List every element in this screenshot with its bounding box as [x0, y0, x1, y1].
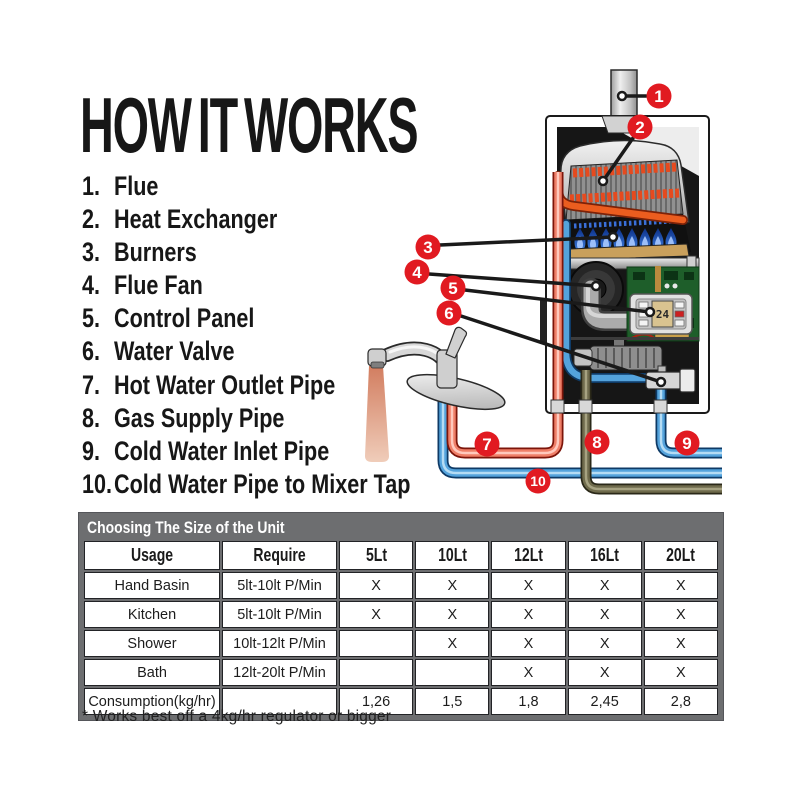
table-cell: X: [568, 659, 642, 686]
svg-text:6: 6: [444, 304, 454, 323]
col-header: 16Lt: [568, 541, 642, 570]
table-cell: Consumption(kg/hr): [84, 688, 220, 715]
table-cell: X: [491, 601, 565, 628]
list-item-number: 9.: [82, 435, 101, 466]
list-item-label: Water Valve: [114, 336, 235, 367]
callout-8: [585, 430, 610, 455]
svg-text:8: 8: [592, 433, 602, 452]
table-row: [84, 572, 718, 599]
callout-4: [405, 260, 430, 285]
table-cell: Kitchen: [84, 601, 220, 628]
callout-6: [437, 301, 462, 326]
callout-5: [441, 276, 466, 301]
col-header: 10Lt: [415, 541, 489, 570]
table-cell: [339, 630, 413, 657]
panel-button: [675, 302, 684, 308]
table-cell: X: [415, 601, 489, 628]
table-cell: X: [644, 659, 718, 686]
list-item-number: 4.: [82, 270, 101, 301]
col-header: 20Lt: [644, 541, 718, 570]
svg-text:1: 1: [654, 87, 664, 106]
table-cell: 1,8: [491, 688, 565, 715]
table-cell: [339, 659, 413, 686]
list-item-number: 1.: [82, 171, 101, 201]
table-cell: X: [491, 572, 565, 599]
table-cell: X: [339, 572, 413, 599]
table-cell: Bath: [84, 659, 220, 686]
list-item-label: Cold Water Pipe to Mixer Tap: [114, 468, 411, 499]
table-cell: Hand Basin: [84, 572, 220, 599]
table-row: [84, 659, 718, 686]
callout-10: [526, 469, 551, 494]
table-cell: X: [644, 601, 718, 628]
header-row: [84, 541, 718, 570]
control-display-value: 24: [655, 308, 670, 321]
svg-text:9: 9: [682, 434, 692, 453]
list-item-label: Cold Water Inlet Pipe: [114, 435, 330, 466]
list-item-label: Flue Fan: [114, 270, 203, 301]
table-cell: 5lt-10lt P/Min: [222, 601, 337, 628]
table-cell: X: [644, 572, 718, 599]
table-row: [84, 630, 718, 657]
table-cell: 10lt-12lt P/Min: [222, 630, 337, 657]
callout-9: [675, 431, 700, 456]
table-cell: X: [644, 630, 718, 657]
table-row: [84, 601, 718, 628]
callout-3: [416, 235, 441, 260]
panel-button: [639, 320, 648, 326]
table-cell: 1,5: [415, 688, 489, 715]
table-cell: X: [568, 630, 642, 657]
col-header: Require: [222, 541, 337, 570]
hot-water-stream: [365, 366, 389, 462]
list-item-label: Heat Exchanger: [114, 204, 278, 235]
list-item-number: 5.: [82, 303, 101, 334]
list-item-label: Gas Supply Pipe: [114, 402, 285, 433]
table-cell: 2,8: [644, 688, 718, 715]
table-cell: X: [568, 601, 642, 628]
size-grid: [82, 539, 720, 717]
list-item-label: Hot Water Outlet Pipe: [114, 369, 336, 400]
svg-text:5: 5: [448, 279, 458, 298]
table-cell: 12lt-20lt P/Min: [222, 659, 337, 686]
list-item-label: Control Panel: [114, 303, 255, 334]
table-cell: [415, 659, 489, 686]
table-cell: X: [415, 572, 489, 599]
tap-aerator: [371, 362, 384, 368]
col-header: 12Lt: [491, 541, 565, 570]
svg-text:10: 10: [530, 473, 546, 489]
tap-handle: [446, 327, 467, 358]
panel-button: [675, 320, 684, 326]
table-cell: 1,26: [339, 688, 413, 715]
svg-text:4: 4: [412, 263, 422, 282]
cabinet-side-knob: [540, 300, 547, 344]
list-item-label: Flue: [114, 171, 159, 201]
table-cell: X: [568, 572, 642, 599]
col-header: 5Lt: [339, 541, 413, 570]
table-caption: Choosing The Size of the Unit: [87, 518, 285, 537]
control-panel: [630, 294, 692, 334]
table-cell: X: [491, 659, 565, 686]
svg-text:3: 3: [423, 238, 433, 257]
list-item-label: Burners: [114, 237, 197, 268]
fin-glow-row: [573, 167, 676, 173]
callout-2: [628, 115, 653, 140]
footnote: * Works best off a 4kg/hr regulator or bigger: [82, 708, 392, 725]
table-cell: X: [491, 630, 565, 657]
svg-text:7: 7: [482, 435, 492, 454]
panel-button: [639, 302, 648, 308]
sizing-table: [78, 512, 724, 721]
table-cell: 2,45: [568, 688, 642, 715]
table-cell: X: [339, 601, 413, 628]
list-item-number: 6.: [82, 336, 101, 367]
table-cell: X: [415, 630, 489, 657]
cabinet-shelf: [556, 337, 699, 340]
list-item-number: 10.: [82, 468, 113, 499]
callout-7: [475, 432, 500, 457]
col-header: Usage: [84, 541, 220, 570]
list-item-number: 3.: [82, 237, 101, 268]
list-item-number: 8.: [82, 402, 101, 433]
panel-button-red: [675, 311, 684, 317]
list-item-number: 7.: [82, 369, 101, 400]
svg-text:2: 2: [635, 118, 645, 137]
page-title: HOW IT WORKS: [80, 81, 418, 169]
callout-1: [647, 84, 672, 109]
table-cell: Shower: [84, 630, 220, 657]
list-item-number: 2.: [82, 204, 101, 235]
water-heater-diagram: [335, 62, 735, 512]
table-cell: 5lt-10lt P/Min: [222, 572, 337, 599]
